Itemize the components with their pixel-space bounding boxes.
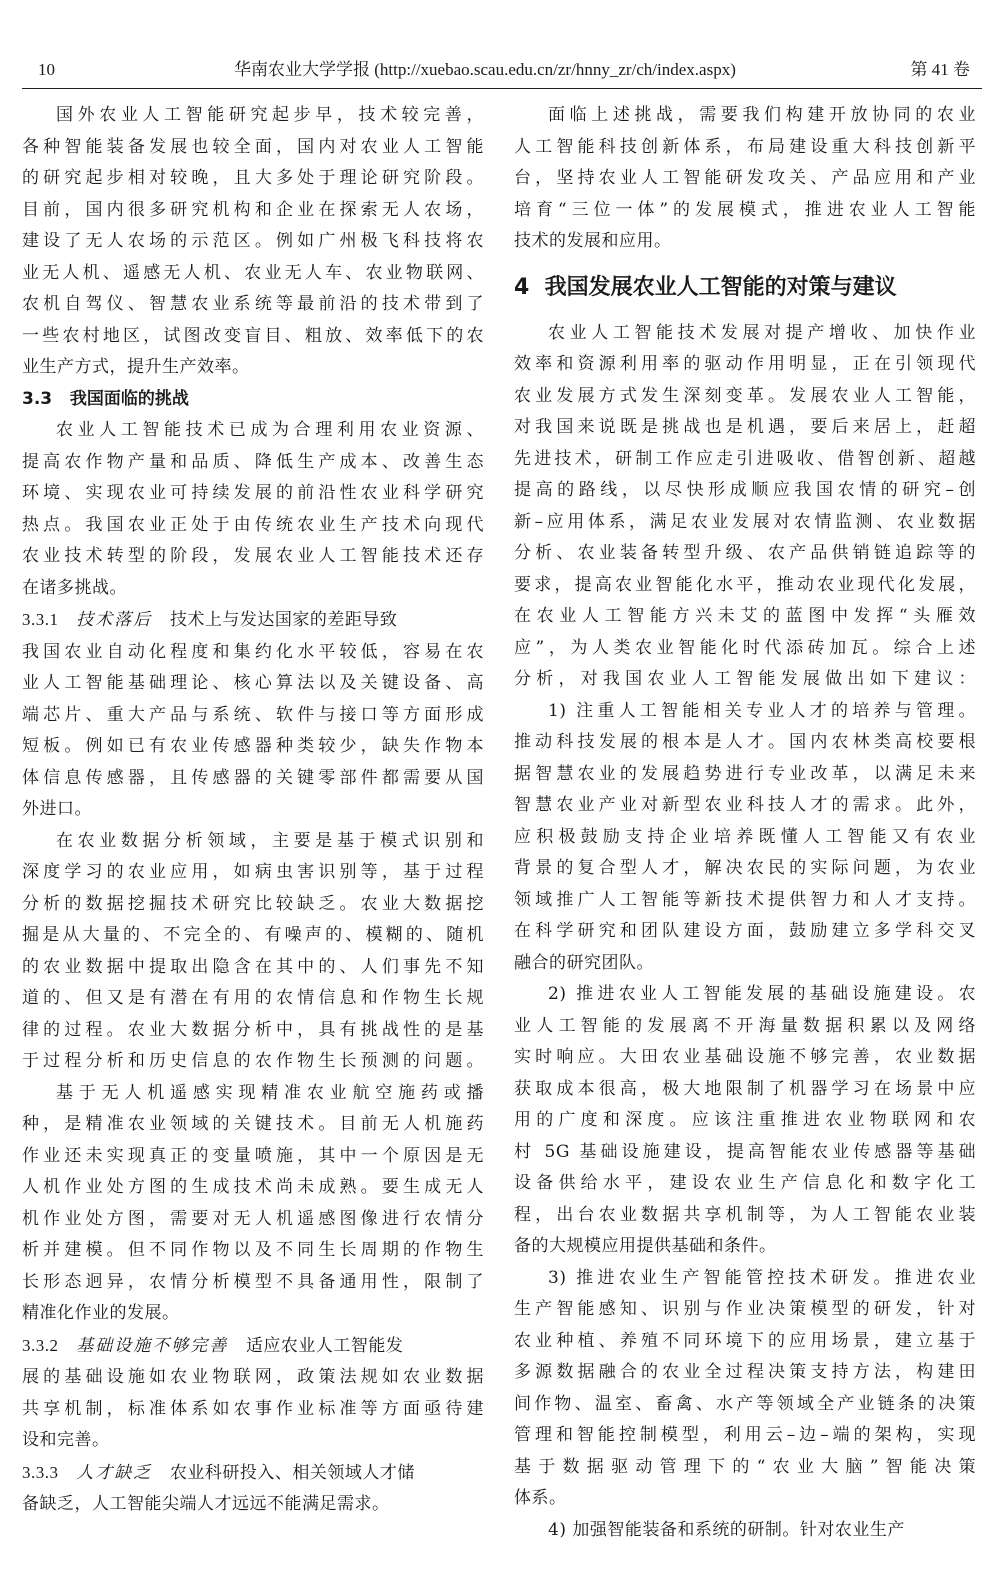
text-line: 机作业处方图，需要对无人机遥感图像进行农情分 <box>22 1208 484 1229</box>
text-line: 农业人工智能技术已成为合理利用农业资源、 <box>56 420 484 440</box>
running-header <box>22 0 982 89</box>
text-line: 环境、实现农业可持续发展的前沿性农业科学研究 <box>22 483 484 503</box>
text-line: 背景的复合型人才，解决农民的实际问题，为农业 <box>514 858 976 878</box>
text-line: 农业技术转型的阶段，发展农业人工智能技术还存 <box>22 546 484 566</box>
text-line: 业人工智能的发展离不开海量数据积累以及网络 <box>514 1015 976 1036</box>
text-line: 体系。 <box>514 1488 567 1508</box>
text-line: 新–应用体系，满足农业发展对农情监测、农业数据 <box>514 511 976 532</box>
text-line: 培育“三位一体”的发展模式，推进农业人工智能 <box>514 199 976 220</box>
text-line: 实时响应。大田农业基础设施不够完善，农业数据 <box>514 1047 976 1067</box>
text-line: 一些农村地区，试图改变盲目、粗放、效率低下的农 <box>22 325 484 346</box>
heading-title: 我国发展农业人工智能的对策与建议 <box>544 274 897 300</box>
text-line: 农业发展方式发生深刻变革。发展农业人工智能， <box>514 385 976 406</box>
text-line: 分析，对我国农业人工智能发展做出如下建议： <box>514 669 976 689</box>
heading-title: 人才缺乏 <box>76 1462 153 1483</box>
text-line: 共享机制，标准体系如农事作业标准等方面亟待建 <box>22 1398 484 1419</box>
text-line: 种，是精准农业领域的关键技术。目前无人机施药 <box>22 1114 484 1134</box>
subsubsection-3-3-2 <box>22 1330 484 1363</box>
text-line: 村 5G 基础设施建设，提高智能农业传感器等基础 <box>514 1141 976 1162</box>
text-line: 在农业人工智能方兴未艾的蓝图中发挥“头雁效 <box>514 606 976 626</box>
text-line: 农机自驾仪、智慧农业系统等最前沿的技术带到了 <box>22 294 484 314</box>
heading-title: 我国面临的挑战 <box>69 388 189 409</box>
text-line: 长形态迥异，农情分析模型不具备通用性，限制了 <box>22 1271 484 1292</box>
text-line: 的农业数据中提取出隐含在其中的、人们事先不知 <box>22 956 484 977</box>
text-line: 体信息传感器，且传感器的关键零部件都需要从国 <box>22 767 484 788</box>
text-line: 外进口。 <box>22 799 92 819</box>
text-line: 业生产方式，提升生产效率。 <box>22 357 250 377</box>
text-line: 对我国来说既是挑战也是机遇，要后来居上，赶超 <box>514 417 976 437</box>
right-column <box>514 100 976 1546</box>
text-line: 农业人工智能技术发展对提产增收、加快作业 <box>548 322 976 343</box>
text-line: 领域推广人工智能等新技术提供智力和人才支持。 <box>514 889 976 910</box>
text-line: 备缺乏，人工智能尖端人才远远不能满足需求。 <box>22 1494 390 1514</box>
text-line: 管理和智能控制模型，利用云–边–端的架构，实现 <box>514 1425 976 1445</box>
paragraph <box>22 100 484 384</box>
text-line: 间作物、温室、畜禽、水产等领域全产业链条的决策 <box>514 1393 976 1414</box>
text-line: 国外农业人工智能研究起步早，技术较完善， <box>56 105 484 125</box>
text-line: 道的、但又是有潜在有用的农情信息和作物生长规 <box>22 988 484 1008</box>
paragraph <box>514 318 976 696</box>
text-line: 4) 加强智能装备和系统的研制。针对农业生产 <box>548 1519 905 1540</box>
text-line: 在科学研究和团队建设方面，鼓励建立多学科交叉 <box>514 921 976 941</box>
text-line: 据智慧农业的发展趋势进行专业改革，以满足未来 <box>514 763 976 784</box>
heading-number: 3.3 <box>22 388 53 409</box>
heading-number: 3.3.1 <box>22 610 59 629</box>
text-line: 提高的路线，以尽快形成顺应我国农情的研究–创 <box>514 480 976 500</box>
text-line: 应积极鼓励支持企业培养既懂人工智能又有农业 <box>514 826 976 847</box>
text-line: 掘是从大量的、不完全的、有噪声的、模糊的、随机 <box>22 925 484 945</box>
text-line: 的研究起步相对较晚，且大多处于理论研究阶段。 <box>22 168 484 188</box>
paragraph <box>22 1078 484 1330</box>
paragraph <box>514 100 976 258</box>
text-line: 我国农业自动化程度和集约化水平较低，容易在农 <box>22 641 484 662</box>
text-line: 基于数据驱动管理下的“农业大脑”智能决策 <box>514 1456 976 1477</box>
text-line: 目前，国内很多研究机构和企业在探索无人农场， <box>22 199 484 220</box>
text-line: 短板。例如已有农业传感器种类较少，缺失作物本 <box>22 736 484 756</box>
paragraph-first-line: 农业科研投入、相关领域人才储 <box>169 1462 415 1483</box>
paragraph <box>514 1263 976 1515</box>
page-number: 10 <box>38 60 55 79</box>
text-line: 推动科技发展的根本是人才。国内农林类高校要根 <box>514 732 976 752</box>
text-line: 2) 推进农业人工智能发展的基础设施建设。农 <box>548 984 976 1004</box>
text-line: 先进技术，研制工作应走引进吸收、借智创新、超越 <box>514 448 976 469</box>
text-line: 应”，为人类农业智能化时代添砖加瓦。综合上述 <box>514 637 976 658</box>
text-line: 智慧农业产业对新型农业科技人才的需求。此外， <box>514 795 976 815</box>
text-line: 获取成本很高，极大地限制了机器学习在场景中应 <box>514 1078 976 1099</box>
subsubsection-3-3-1 <box>22 604 484 637</box>
paragraph <box>514 696 976 980</box>
text-line: 备的大规模应用提供基础和条件。 <box>514 1236 777 1256</box>
paragraph <box>22 415 484 604</box>
left-column <box>22 100 484 1521</box>
heading-number: 3.3.2 <box>22 1335 59 1355</box>
text-line: 分析的数据挖掘技术研究比较缺乏。农业大数据挖 <box>22 893 484 914</box>
text-line: 3) 推进农业生产智能管控技术研发。推进农业 <box>548 1267 976 1288</box>
text-line: 融合的研究团队。 <box>514 952 654 973</box>
text-line: 于过程分析和历史信息的农作物生长预测的问题。 <box>22 1051 484 1071</box>
heading-title: 技术落后 <box>76 610 153 630</box>
text-line: 在诸多挑战。 <box>22 577 127 598</box>
text-line: 台，坚持农业人工智能研发攻关、产品应用和产业 <box>514 168 976 188</box>
paragraph <box>514 979 976 1263</box>
text-line: 设和完善。 <box>22 1430 110 1450</box>
text-line: 各种智能装备发展也较全面，国内对农业人工智能 <box>22 136 484 157</box>
text-line: 分析、农业装备转型升级、农产品供销链追踪等的 <box>514 543 976 563</box>
paragraph <box>22 1489 484 1521</box>
text-line: 农业种植、养殖不同环境下的应用场景，建立基于 <box>514 1330 976 1351</box>
text-line: 程，出台农业数据共享机制等，为人工智能农业装 <box>514 1204 976 1225</box>
text-line: 业人工智能基础理论、核心算法以及关键设备、高 <box>22 673 484 693</box>
text-line: 热点。我国农业正处于由传统农业生产技术向现代 <box>22 514 484 535</box>
text-line: 端芯片、重大产品与系统、软件与接口等方面形成 <box>22 704 484 725</box>
text-line: 作业还未实现真正的变量喷施，其中一个原因是无 <box>22 1145 484 1166</box>
paragraph <box>22 826 484 1078</box>
section-heading-4 <box>514 258 976 318</box>
text-line: 用的广度和深度。应该注重推进农业物联网和农 <box>514 1110 976 1130</box>
paragraph-first-line: 适应农业人工智能发 <box>245 1335 404 1356</box>
heading-number: 4 <box>514 274 530 300</box>
text-line: 业无人机、遥感无人机、农业无人车、农业物联网、 <box>22 262 484 283</box>
text-line: 基于无人机遥感实现精准农业航空施药或播 <box>56 1082 484 1103</box>
text-line: 生产智能感知、识别与作业决策模型的研发，针对 <box>514 1299 976 1319</box>
text-line: 设备供给水平，建设农业生产信息化和数字化工 <box>514 1173 976 1193</box>
subsubsection-3-3-3 <box>22 1457 484 1490</box>
heading-title: 基础设施不够完善 <box>76 1335 229 1356</box>
heading-number: 3.3.3 <box>22 1462 59 1482</box>
text-line: 人机作业处方图的生成技术尚未成熟。要生成无人 <box>22 1177 484 1197</box>
text-line: 精准化作业的发展。 <box>22 1303 180 1323</box>
text-line: 在农业数据分析领域，主要是基于模式识别和 <box>56 830 484 851</box>
text-line: 1) 注重人工智能相关专业人才的培养与管理。 <box>548 700 976 721</box>
subsection-heading-3-3 <box>22 384 484 416</box>
journal-title: 华南农业大学学报 (http://xuebao.scau.edu.cn/zr/hnny_zr/ch/index.aspx) <box>234 60 736 79</box>
text-line: 展的基础设施如农业物联网，政策法规如农业数据 <box>22 1367 484 1387</box>
text-line: 提高农作物产量和品质、降低生产成本、改善生态 <box>22 451 484 472</box>
text-line: 人工智能科技创新体系，布局建设重大科技创新平 <box>514 136 976 157</box>
text-line: 技术的发展和应用。 <box>514 231 672 251</box>
text-line: 多源数据融合的农业全过程决策支持方法，构建田 <box>514 1362 976 1382</box>
text-line: 深度学习的农业应用，如病虫害识别等，基于过程 <box>22 862 484 882</box>
volume-label: 第 41 卷 <box>910 60 970 79</box>
paragraph <box>514 1515 976 1547</box>
paragraph <box>22 1362 484 1457</box>
text-line: 要求，提高农业智能化水平，推动农业现代化发展， <box>514 574 976 595</box>
text-line: 建设了无人农场的示范区。例如广州极飞科技将农 <box>22 231 484 251</box>
paragraph <box>22 637 484 826</box>
text-line: 效率和资源利用率的驱动作用明显，正在引领现代 <box>514 354 976 374</box>
text-line: 析并建模。但不同作物以及不同生长周期的作物生 <box>22 1240 484 1260</box>
text-line: 面临上述挑战，需要我们构建开放协同的农业 <box>548 105 976 125</box>
text-line: 律的过程。农业大数据分析中，具有挑战性的是基 <box>22 1019 484 1040</box>
paragraph-first-line: 技术上与发达国家的差距导致 <box>169 610 398 630</box>
